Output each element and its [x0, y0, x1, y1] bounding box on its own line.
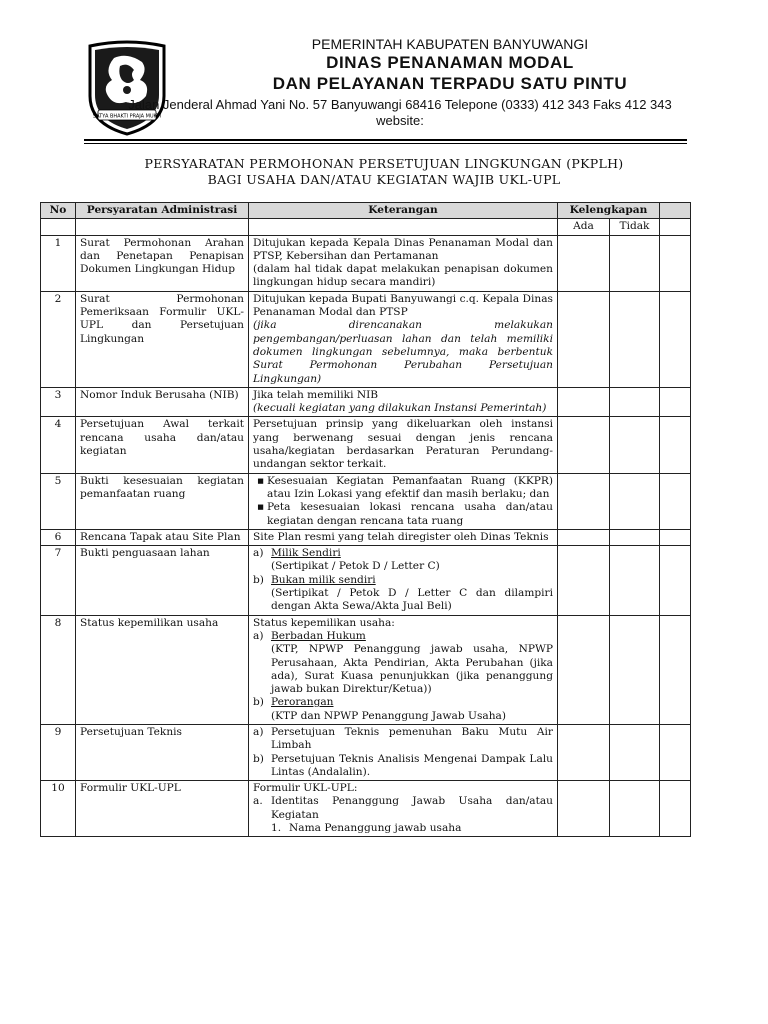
- checkbox-ada[interactable]: [558, 529, 610, 545]
- table-row: [41, 529, 691, 545]
- row-number: 9: [41, 724, 76, 780]
- table-row: [41, 546, 691, 615]
- row-description: Ditujukan kepada Kepala Dinas Penanaman Modal dan PTSP, Kebersihan dan Pertamanan (dalam hal tidak dapat melakukan penapisan dokumen lingkungan hidup secara mandiri): [249, 235, 558, 291]
- row-description: Formulir UKL-UPL: a. Identitas Penanggung Jawab Usaha dan/atau Kegiatan 1. Nama Penanggung jawab usaha: [249, 781, 558, 837]
- table-row: [41, 291, 691, 387]
- bullet-item: ▪ Kesesuaian Kegiatan Pemanfaatan Ruang (KKPR) atau Izin Lokasi yang efektif dan masih berlaku; dan: [253, 475, 553, 502]
- row-requirement: Persetujuan Teknis: [76, 724, 249, 780]
- bullet-item: ▪ Peta kesesuaian lokasi rencana usaha dan/atau kegiatan dengan rencana tata ruang: [253, 501, 553, 528]
- checkbox-tidak[interactable]: [610, 546, 660, 615]
- checkbox-tidak[interactable]: [610, 291, 660, 387]
- row-number: 4: [41, 417, 76, 473]
- checkbox-ada[interactable]: [558, 546, 610, 615]
- list-item: a. Identitas Penanggung Jawab Usaha dan/atau Kegiatan: [253, 795, 553, 821]
- document-title-line2: BAGI USAHA DAN/ATAU KEGIATAN WAJIB UKL-UPL: [207, 172, 561, 187]
- table-header-row: [41, 203, 691, 219]
- row-requirement: Bukti kesesuaian kegiatan pemanfaatan ruang: [76, 473, 249, 529]
- government-name: PEMERINTAH KABUPATEN BANYUWANGI: [311, 36, 589, 52]
- header-tidak: Tidak: [610, 219, 660, 235]
- checkbox-ada[interactable]: [558, 291, 610, 387]
- header-completeness: Kelengkapan: [558, 203, 660, 219]
- table-row: [41, 387, 691, 417]
- requirements-table: [40, 202, 691, 837]
- table-row: [41, 235, 691, 291]
- agency-name-line2: DAN PELAYANAN TERPADU SATU PINTU: [272, 74, 628, 93]
- table-subheader-row: [41, 219, 691, 235]
- row-description: Ditujukan kepada Bupati Banyuwangi c.q. Kepala Dinas Penanaman Modal dan PTSP (jika direncanakan melakukan pengembangan/perluasan lahan dan telah memiliki dokumen lingkungan sebelumnya, maka berbentuk Surat Permohonan Perubahan Persetujuan Lingkungan): [249, 291, 558, 387]
- option-item: a) Berbadan Hukum: [253, 629, 366, 642]
- row-description: Jika telah memiliki NIB (kecuali kegiatan yang dilakukan Instansi Pemerintah): [249, 387, 558, 417]
- row-number: 5: [41, 473, 76, 529]
- letterhead-rule-thick: [84, 139, 687, 141]
- table-row: [41, 417, 691, 473]
- checkbox-ada[interactable]: [558, 235, 610, 291]
- option-item: a) Milik Sendiri: [253, 547, 341, 560]
- row-requirement: Status kepemilikan usaha: [76, 615, 249, 724]
- checkbox-ada[interactable]: [558, 781, 610, 837]
- checkbox-tidak[interactable]: [610, 417, 660, 473]
- checkbox-tidak[interactable]: [610, 724, 660, 780]
- row-description: [249, 473, 558, 529]
- row-requirement: Formulir UKL-UPL: [76, 781, 249, 837]
- header-extra-column: [660, 203, 691, 219]
- row-requirement: Rencana Tapak atau Site Plan: [76, 529, 249, 545]
- row-number: 3: [41, 387, 76, 417]
- header-requirement: Persyaratan Administrasi: [76, 203, 249, 219]
- row-requirement: Surat Permohonan Arahan dan Penetapan Penapisan Dokumen Lingkungan Hidup: [76, 235, 249, 291]
- table-row: [41, 615, 691, 724]
- document-title-line1: PERSYARATAN PERMOHONAN PERSETUJUAN LINGKUNGAN (PKPLH): [144, 156, 624, 171]
- checkbox-tidak[interactable]: [610, 387, 660, 417]
- checkbox-tidak[interactable]: [610, 529, 660, 545]
- checkbox-ada[interactable]: [558, 615, 610, 724]
- letterhead-rule-thin: [84, 143, 687, 144]
- row-number: 6: [41, 529, 76, 545]
- logo-motto-text: SATYA BHAKTI PRAJA MUKTI: [92, 113, 162, 120]
- row-number: 7: [41, 546, 76, 615]
- row-number: 2: [41, 291, 76, 387]
- row-number: 1: [41, 235, 76, 291]
- row-description: Site Plan resmi yang telah diregister oleh Dinas Teknis: [249, 529, 558, 545]
- header-description: Keterangan: [249, 203, 558, 219]
- row-requirement: Nomor Induk Berusaha (NIB): [76, 387, 249, 417]
- row-requirement: Surat Permohonan Pemeriksaan Formulir UKL-UPL dan Persetujuan Lingkungan: [76, 291, 249, 387]
- table-row: [41, 473, 691, 529]
- checkbox-tidak[interactable]: [610, 473, 660, 529]
- checkbox-ada[interactable]: [558, 387, 610, 417]
- sub-list-item: 1. Nama Penanggung jawab usaha: [271, 822, 462, 835]
- agency-website: website:: [376, 113, 424, 128]
- row-description: a) Milik Sendiri (Sertipikat / Petok D / Letter C) b) Bukan milik sendiri (Sertipikat / Petok D / Letter C dan dilampiri dengan Akta Sewa/Akta Jual Beli): [249, 546, 558, 615]
- row-requirement: Persetujuan Awal terkait rencana usaha dan/atau kegiatan: [76, 417, 249, 473]
- agency-name-line1: DINAS PENANAMAN MODAL: [326, 53, 574, 72]
- option-item: b) Bukan milik sendiri: [253, 573, 376, 586]
- checkbox-tidak[interactable]: [610, 615, 660, 724]
- table-row: [41, 724, 691, 780]
- row-number: 10: [41, 781, 76, 837]
- option-item: b) Perorangan: [253, 696, 334, 709]
- checkbox-tidak[interactable]: [610, 235, 660, 291]
- list-item: b) Persetujuan Teknis Analisis Mengenai Dampak Lalu Lintas (Andalalin).: [253, 752, 553, 778]
- row-description: Persetujuan prinsip yang dikeluarkan oleh instansi yang berwenang sesuai dengan jenis rencana usaha/kegiatan berdasarkan Peraturan Perundang-undangan sektor terkait.: [249, 417, 558, 473]
- list-item: a) Persetujuan Teknis pemenuhan Baku Mutu Air Limbah: [253, 725, 553, 752]
- agency-address: Jalan Jenderal Ahmad Yani No. 57 Banyuwangi 68416 Telepone (0333) 412 343 Faks 412 343: [128, 97, 672, 112]
- checkbox-tidak[interactable]: [610, 781, 660, 837]
- row-description: [249, 724, 558, 780]
- header-ada: Ada: [558, 219, 610, 235]
- checkbox-ada[interactable]: [558, 417, 610, 473]
- checkbox-ada[interactable]: [558, 473, 610, 529]
- checkbox-ada[interactable]: [558, 724, 610, 780]
- row-description: Status kepemilikan usaha: a) Berbadan Hukum (KTP, NPWP Penanggung jawab usaha, NPWP Perusahaan, Akta Pendirian, Akta Perubahan (jika ada), Surat Kuasa penunjukkan (jika penanggung jawab bukan Direktur/Ketua)) b) Perorangan (KTP dan NPWP Penanggung Jawab Usaha): [249, 615, 558, 724]
- table-row: [41, 781, 691, 837]
- row-requirement: Bukti penguasaan lahan: [76, 546, 249, 615]
- row-number: 8: [41, 615, 76, 724]
- header-no: No: [41, 203, 76, 219]
